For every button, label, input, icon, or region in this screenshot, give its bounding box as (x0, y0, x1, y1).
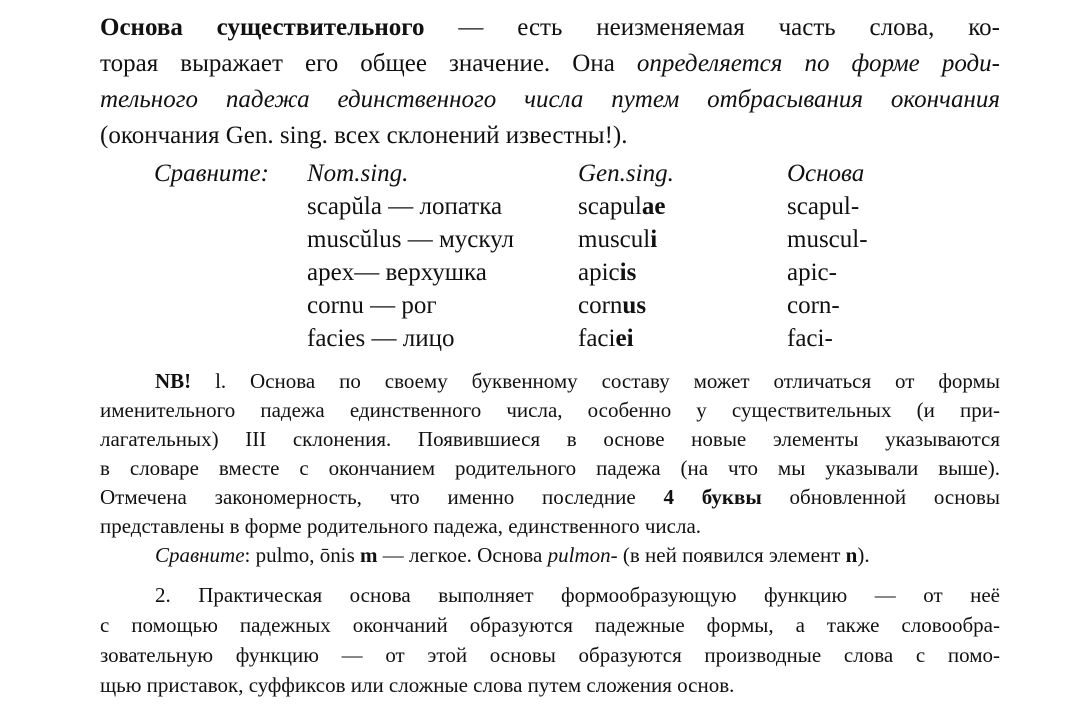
nb-note (100, 367, 1000, 570)
p2-line-1: 2. Практическая основа выполняет формообразующую функцию — от неё (155, 583, 1000, 607)
intro-line-2: торая выражает его общее значение. Она определяется по форме роди- (100, 50, 1000, 77)
row-4-gen: cornus (578, 292, 647, 319)
intro-paragraph (100, 10, 1000, 154)
row-4-base: corn- (787, 292, 840, 319)
nb-line-6: представлены в форме родительного падежа, единственного числа. (100, 514, 702, 538)
p2-line-2: с помощью падежных окончаний образуются падежные формы, а также словообра- (100, 613, 1000, 637)
row-1-nom: scapŭla — лопатка (307, 193, 503, 220)
row-3-gen: apicis (578, 259, 637, 286)
nb-line-5: Отмечена закономерность, что именно последние 4 буквы обновленной основы (100, 485, 1001, 509)
term-bold: Основа существительного (100, 14, 425, 41)
row-2-gen: musculi (578, 226, 658, 253)
row-4-nom: cornu — рог (307, 292, 437, 319)
nb-line-2: именительного падежа единственного числа, особенно у существительных (и при- (100, 398, 1000, 422)
row-2-nom: muscŭlus — мускул (307, 226, 515, 253)
nb-line-1: NB! l. Основа по своему буквенному составу может отличаться от формы (155, 369, 1001, 393)
nb-line-3: лагательных) III склонения. Появившиеся в основе новые элементы указываются (100, 427, 1000, 451)
p2-line-4: щью приставок, суффиксов или сложные слова путем сложения основ. (100, 673, 735, 697)
nb-line-4: в словаре вместе с окончанием родительного падежа (на что мы указывали выше). (100, 456, 1000, 480)
p2-line-3: зовательную функцию — от этой основы образуются производные слова с помо- (100, 643, 1000, 667)
row-3-nom: apex— верхушка (307, 259, 487, 286)
compare-label: Сравните: (154, 160, 269, 187)
row-5-nom: facies — лицо (307, 325, 455, 352)
header-nom-sing: Nom.sing. (307, 160, 409, 187)
intro-line-4: (окончания Gen. sing. всех склонений известны!). (100, 122, 628, 149)
row-3-base: apic- (787, 259, 837, 286)
intro-line-3: тельного падежа единственного числа путем отбрасывания окончания (100, 86, 1000, 113)
header-gen-sing: Gen.sing. (578, 160, 674, 187)
header-base: Основа (787, 160, 865, 187)
row-1-gen: scapulae (578, 193, 666, 220)
row-5-gen: faciei (578, 325, 634, 352)
paragraph-2 (100, 580, 1000, 700)
row-5-base: faci- (787, 325, 833, 352)
nb-label: NB! (155, 369, 192, 393)
intro-line-1: Основа существительного — есть неизменяемая часть слова, ко- (100, 14, 1000, 41)
nb-example: Сравните: pulmo, ōnis m — легкое. Основа pulmon- (в ней появился элемент n). (155, 543, 870, 567)
row-2-base: muscul- (787, 226, 868, 253)
row-1-base: scapul- (787, 193, 860, 220)
